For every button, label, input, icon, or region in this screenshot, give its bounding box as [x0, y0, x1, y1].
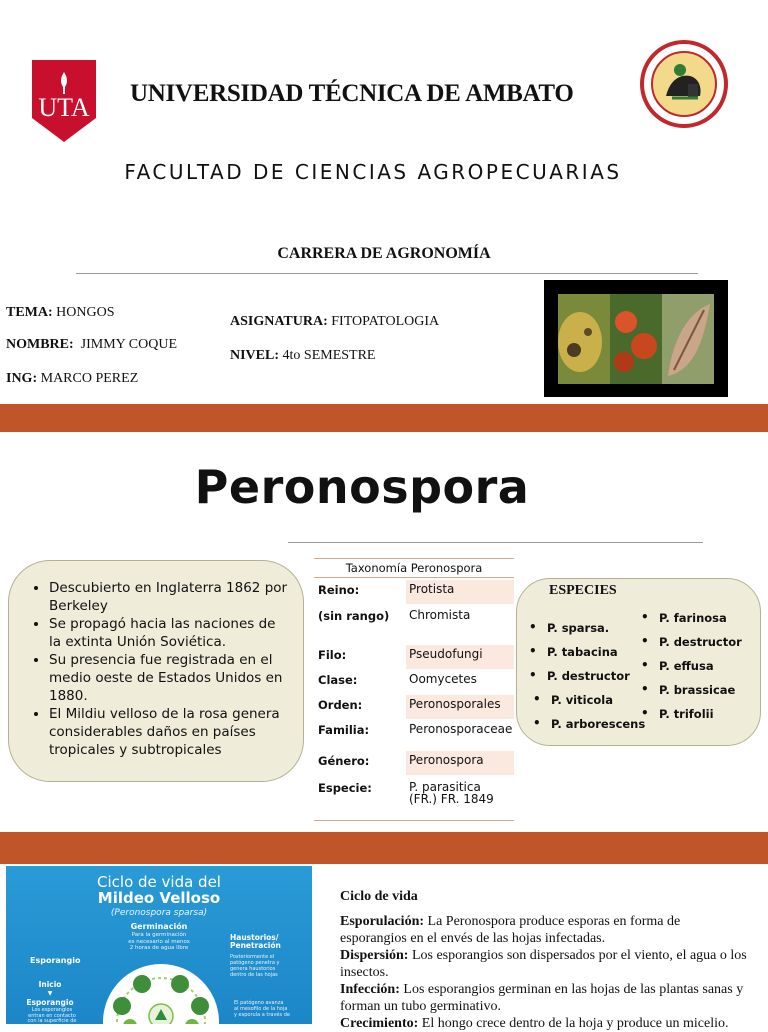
paragraph: Dispersión: Los esporangios son dispersados por el viento, el agua o los insectos. — [340, 948, 747, 980]
list-item: • Su presencia fue registrada en el medio oeste de Estados Unidos en 1880. — [49, 651, 291, 705]
germinacion-text: Para la germinación es necesario al menos 2 horas de agua libre — [128, 932, 190, 951]
list-item: • P. brassicae — [659, 683, 735, 697]
accent-band — [0, 832, 768, 864]
taxonomy-table — [314, 558, 514, 822]
list-item: • P. trifolii — [659, 707, 714, 721]
paragraph: Infección: Los esporangios germinan en las hojas de las plantas sanas y forman un tubo germinativo. — [340, 982, 744, 1014]
university-title: UNIVERSIDAD TÉCNICA DE AMBATO — [130, 80, 574, 107]
stage-inicio: Inicio ▼ Esporangio — [26, 980, 74, 1007]
history-list — [9, 561, 303, 759]
history-box — [8, 560, 304, 782]
avanza-text: El patógeno avanza al mesofilo de la hoja y esporula a través de — [234, 1000, 290, 1018]
divider — [314, 820, 514, 821]
paragraph: Esporulación: La Peronospora produce esporas en forma de esporangios en el envés de las hojas infectadas. — [340, 914, 681, 946]
uta-logo-text: UTA — [38, 93, 90, 122]
list-item: • P. tabacina — [547, 645, 618, 659]
list-item: • P. destructor — [547, 669, 630, 683]
table-row: Filo: Pseudofungi — [314, 645, 514, 669]
info-nombre: NOMBRE: JIMMY COQUE — [6, 337, 177, 352]
uta-logo — [30, 58, 98, 144]
list-item: • Se propagó hacia las naciones de la extinta Unión Soviética. — [49, 615, 291, 651]
list-item: • P. sparsa. — [547, 621, 609, 635]
faculty-title: FACULTAD DE CIENCIAS AGROPECUARIAS — [124, 160, 622, 184]
accent-band — [0, 404, 768, 432]
section-heading: Ciclo de vida — [340, 889, 418, 904]
list-item: • P. viticola — [551, 693, 613, 707]
table-row: Reino: Protista — [314, 580, 514, 604]
stage-esporangio: Esporangio — [30, 956, 81, 965]
stage-haustorios: Haustorios/ Penetración — [230, 933, 281, 950]
main-title: Peronospora — [194, 460, 530, 514]
table-row: Género: Peronospora — [314, 751, 514, 775]
list-item: • P. arborescens — [551, 717, 645, 731]
table-row: Especie: P. parasitica (FR.) FR. 1849 — [318, 780, 494, 806]
species-title: ESPECIES — [549, 583, 617, 598]
haustorios-text: Posteriormente el patógeno penetra y genera haustorios dentro de las hojas — [230, 954, 280, 978]
table-row: Orden: Peronosporales — [314, 695, 514, 719]
stage-germinacion: Germinación — [130, 922, 188, 931]
divider — [288, 542, 703, 543]
list-item: • P. effusa — [659, 659, 714, 673]
infographic-subtitle: (Peronospora sparsa) — [110, 908, 208, 918]
table-row: Clase: Oomycetes — [318, 672, 477, 687]
infographic-title: Ciclo de vida del Mildeo Velloso — [97, 873, 221, 907]
life-cycle-text — [340, 888, 750, 1032]
divider — [76, 273, 698, 274]
paragraph: Crecimiento: El hongo crece dentro de la hoja y produce un micelio. — [340, 1016, 729, 1031]
list-item: • El Mildiu velloso de la rosa genera considerables daños en países tropicales y subtropicales — [49, 705, 291, 759]
info-nivel: NIVEL: 4to SEMESTRE — [230, 348, 376, 363]
list-item: • P. farinosa — [659, 611, 727, 625]
info-asignatura: ASIGNATURA: FITOPATOLOGIA — [230, 314, 440, 329]
list-item: • Descubierto en Inglaterra 1862 por Berkeley — [49, 579, 291, 615]
disease-photo-collage — [544, 280, 728, 397]
faculty-seal — [640, 40, 728, 128]
table-row: (sin rango) Chromista — [318, 608, 471, 623]
table-row: Familia: Peronosporaceae — [318, 722, 513, 737]
list-item: • P. destructor — [659, 635, 742, 649]
life-cycle-diagram-icon — [86, 950, 236, 1024]
info-tema: TEMA: HONGOS — [6, 305, 115, 320]
species-box — [516, 578, 761, 746]
inicio-text: Los esporangios entran en contacto con la superficie de — [27, 1007, 77, 1024]
info-ing: ING: MARCO PEREZ — [6, 371, 139, 386]
career-title: CARRERA DE AGRONOMÍA — [277, 245, 491, 262]
life-cycle-infographic — [6, 866, 312, 1024]
taxonomy-title: Taxonomía Peronospora — [314, 558, 514, 578]
